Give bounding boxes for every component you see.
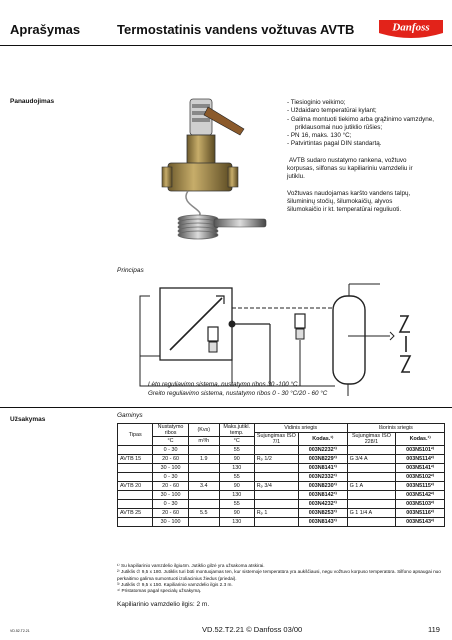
cell-range: 30 - 100 (153, 518, 188, 527)
cell-type-empty (118, 491, 153, 500)
property-item: - Galima montuoti tiekimo arba grąžinimo vamzdyne, priklausomai nuo jutiklio rūšies; (287, 115, 434, 131)
table-row (118, 473, 445, 482)
page-title: Termostatinis vandens vožtuvas AVTB (117, 22, 355, 37)
col-inner: Vidinis sriegis (254, 424, 347, 433)
property-item: - Tiesioginio veikimo; (287, 99, 346, 106)
col-type: Tipas (118, 424, 153, 446)
footnotes (117, 563, 447, 594)
cell-max-temp: 130 (219, 518, 254, 527)
cell-inner-code: 003N4232³⁾ (298, 500, 347, 509)
cell-inner-thread-empty (254, 518, 298, 527)
cell-max-temp: 90 (219, 455, 254, 464)
col-inner-code: Kodas.¹⁾ (298, 433, 347, 446)
cell-range: 20 - 60 (153, 455, 188, 464)
footnote: ⁴⁾ Pristatomas pagal specialų užsakymą. (117, 588, 202, 594)
cell-kv-empty (188, 518, 219, 527)
cell-outer-thread-empty (347, 473, 396, 482)
cell-type-empty (118, 446, 153, 455)
capillary-length: Kapiliarinio vamzdelio ilgis: 2 m. (117, 601, 210, 608)
description-paragraph: AVTB sudaro nustatymo rankena, vožtuvo korpusas, silfonas su kapiliariniu vamzdeliu ir jutiklu. (287, 157, 413, 181)
cell-outer-code: 003N5103²⁾ (396, 500, 445, 509)
cell-max-temp: 90 (219, 509, 254, 518)
cell-outer-thread: G 1 A (347, 482, 396, 491)
col-thread-iso7: Sujungimas ISO 7/1 (254, 433, 298, 446)
ordering-table (117, 423, 445, 527)
cell-inner-code: 003N2332³⁾ (298, 473, 347, 482)
cell-range: 30 - 100 (153, 464, 188, 473)
section-rule (0, 407, 452, 408)
section-title: Aprašymas (10, 22, 81, 37)
cell-inner-thread-empty (254, 491, 298, 500)
cell-inner-thread: Rₚ 3/4 (254, 482, 298, 491)
cell-inner-code: 003N8253³⁾ (298, 509, 347, 518)
cell-kv: 1.9 (188, 455, 219, 464)
cell-inner-code: 003N8230³⁾ (298, 482, 347, 491)
cell-inner-thread-empty (254, 446, 298, 455)
principle-caption: Greito reguliavimo sistema, nustatymo ribos 0 - 30 °C/20 - 60 °C (148, 390, 328, 397)
footnote: ³⁾ Jutiklis ∅ 9,5 x 150. Kapiliarinio vamzdelio ilgis 2.3 m. (117, 581, 233, 587)
cell-outer-thread: G 1 1/4 A (347, 509, 396, 518)
cell-kv: 5.5 (188, 509, 219, 518)
cell-inner-thread-empty (254, 473, 298, 482)
cell-inner-code: 003N8141³⁾ (298, 464, 347, 473)
cell-outer-thread-empty (347, 491, 396, 500)
cell-outer-thread-empty (347, 500, 396, 509)
cell-kv-empty (188, 500, 219, 509)
cell-inner-thread: Rₚ 1/2 (254, 455, 298, 464)
cell-inner-code: 003N2232³⁾ (298, 446, 347, 455)
page-number: 119 (428, 625, 440, 634)
cell-range: 20 - 60 (153, 482, 188, 491)
cell-type-empty (118, 464, 153, 473)
footer-doc-ref: VD.52.T2.21 © Danfoss 03/00 (202, 625, 303, 634)
cell-range: 20 - 60 (153, 509, 188, 518)
table-row (118, 500, 445, 509)
cell-type: AVTB 15 (118, 455, 153, 464)
property-item: - Uždaidaro temperatūrai kylant; (287, 107, 377, 115)
cell-max-temp: 90 (219, 482, 254, 491)
cell-outer-code: 003N5114²⁾ (396, 455, 445, 464)
cell-inner-code: 003N8142³⁾ (298, 491, 347, 500)
table-row (118, 482, 445, 491)
cell-inner-thread-empty (254, 464, 298, 473)
footnote: ¹⁾ Su kapiliarinio vamzdelio ilgiu4m. Jutiklio gilzė yra užsakoma atskirai. (117, 563, 265, 568)
cell-range: 0 - 30 (153, 446, 188, 455)
property-item: - PN 16, maks. 130 °C; (287, 132, 352, 140)
cell-outer-code: 003N5102²⁾ (396, 473, 445, 482)
cell-kv-empty (188, 446, 219, 455)
col-kv-unit: m³/h (188, 437, 219, 446)
cell-inner-code: 003N8143³⁾ (298, 518, 347, 527)
cell-type: AVTB 25 (118, 509, 153, 518)
cell-range: 30 - 100 (153, 491, 188, 500)
col-max-temp: Maks.jutikl. temp. (219, 424, 254, 437)
cell-kv-empty (188, 491, 219, 500)
cell-range: 0 - 30 (153, 500, 188, 509)
cell-outer-thread: G 3/4 A (347, 455, 396, 464)
table-row (118, 446, 445, 455)
property-item: - Patvirtintas pagal DIN standartą. (287, 140, 382, 148)
svg-text:Danfoss: Danfoss (392, 21, 430, 34)
cell-outer-code: 003N5143²⁾ (396, 518, 445, 527)
models-title: Gaminys (117, 412, 143, 419)
principle-captions (148, 380, 327, 398)
cell-inner-thread: Rₚ 1 (254, 509, 298, 518)
cell-outer-thread-empty (347, 446, 396, 455)
danfoss-logo (378, 18, 444, 40)
cell-outer-code: 003N5141²⁾ (396, 464, 445, 473)
table-row (118, 455, 445, 464)
table-row (118, 464, 445, 473)
col-outer-code: Kodas.¹⁾ (396, 433, 445, 446)
col-range: Nustatymo ribos (153, 424, 188, 437)
principle-caption: Lėto reguliavimo sistema, nustatymo ribos 30 -100 °C (148, 381, 298, 388)
cell-range: 0 - 30 (153, 473, 188, 482)
cell-kv-empty (188, 464, 219, 473)
footnote: ²⁾ Jutiklis ∅ 9,5 x 180. Jutiklis turi būti montuojamas ten, kur sistemoje temperatūra yra aukščiausi, negu vožtuvo korpuso temperatūra. Silfono apsaugai nuo perkaitimo galima sumontuoti izoliacinius žiedus (priedai). (117, 569, 441, 581)
cell-max-temp: 130 (219, 491, 254, 500)
cell-outer-code: 003N5142²⁾ (396, 491, 445, 500)
valve-product-image (148, 95, 268, 245)
header-rule (0, 45, 452, 46)
cell-kv-empty (188, 473, 219, 482)
cell-max-temp: 55 (219, 473, 254, 482)
cell-type-empty (118, 473, 153, 482)
cell-kv: 3.4 (188, 482, 219, 491)
col-outer: Išorinis sriegis (347, 424, 444, 433)
cell-type-empty (118, 518, 153, 527)
table-row (118, 491, 445, 500)
cell-outer-code: 003N5116²⁾ (396, 509, 445, 518)
cell-type-empty (118, 500, 153, 509)
cell-max-temp: 55 (219, 446, 254, 455)
col-temp-unit: °C (219, 437, 254, 446)
cell-outer-thread-empty (347, 464, 396, 473)
ordering-label: Užsakymas (10, 416, 46, 423)
col-kv: (Kvs) (188, 424, 219, 437)
description-paragraph: Vožtuvas naudojamas karšto vandens talpų, šilumininų stočių, šilumokaičių, alyvos šilumokaičio ir kt. temperatūrai reguliuoti. (287, 190, 411, 214)
cell-outer-code: 003N5115²⁾ (396, 482, 445, 491)
table-row (118, 509, 445, 518)
cell-outer-thread-empty (347, 518, 396, 527)
table-row (118, 518, 445, 527)
cell-max-temp: 55 (219, 500, 254, 509)
cell-max-temp: 130 (219, 464, 254, 473)
usage-label: Panaudojimas (10, 98, 55, 105)
cell-inner-code: 003N8229³⁾ (298, 455, 347, 464)
col-range-unit: °C (153, 437, 188, 446)
table-header-row (118, 424, 445, 433)
principle-title: Principas (117, 267, 144, 274)
footer-code: VD.52.T2.21 (10, 629, 30, 633)
property-list (287, 99, 447, 149)
cell-inner-thread-empty (254, 500, 298, 509)
col-thread-iso228: Sujungimas ISO 228/1 (347, 433, 396, 446)
cell-outer-code: 003N5101²⁾ (396, 446, 445, 455)
cell-type: AVTB 20 (118, 482, 153, 491)
